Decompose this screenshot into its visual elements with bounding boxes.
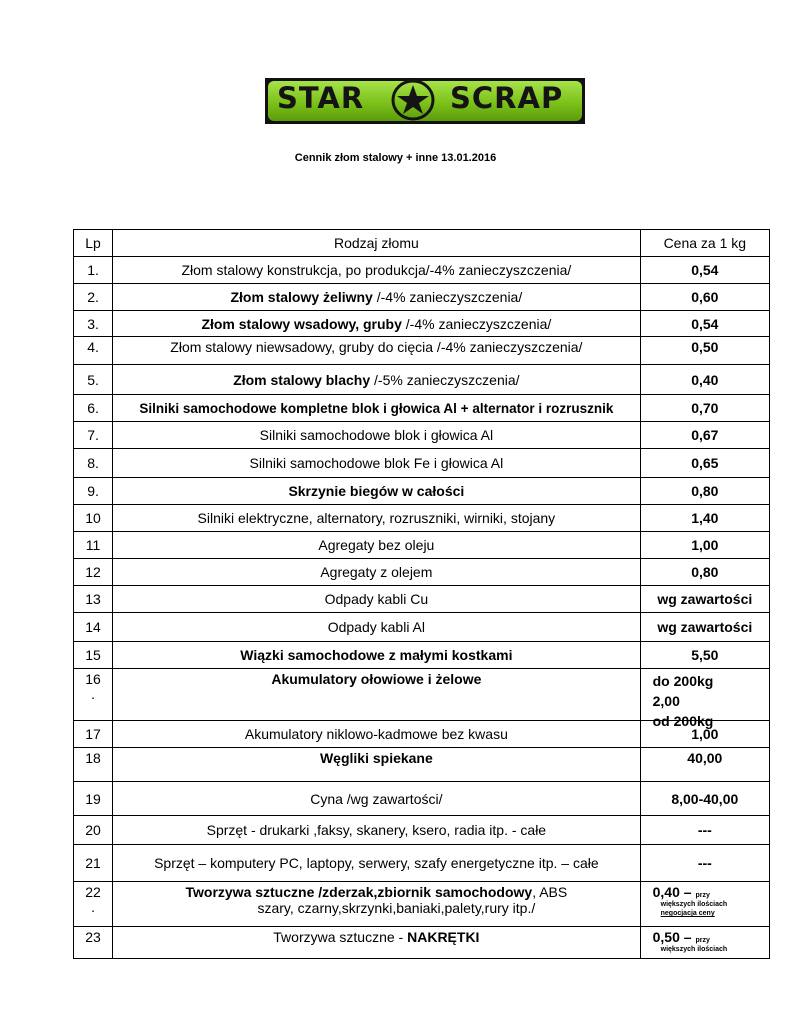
cell-desc	[113, 284, 641, 311]
cell-lp: 8.	[74, 449, 113, 478]
table-row	[74, 478, 770, 505]
desc-line-1	[115, 884, 638, 900]
star-scrap-logo	[265, 78, 585, 124]
desc-text: /-5% zanieczyszczenia/	[370, 371, 520, 388]
price-small: przy	[695, 937, 710, 944]
lp-dot: .	[91, 686, 95, 702]
cell-lp: 11	[74, 532, 113, 559]
cell-desc	[113, 927, 641, 959]
table-row	[74, 669, 770, 721]
cell-desc	[113, 748, 641, 782]
cell-price: 40,00	[640, 748, 769, 782]
cell-lp: 5.	[74, 365, 113, 395]
cell-desc	[113, 669, 641, 721]
desc-text: , ABS	[532, 884, 568, 900]
logo-word-right: SCRAP	[450, 81, 564, 115]
desc-text: Akumulatory niklowo-kadmowe bez kwasu	[244, 726, 508, 742]
desc-text: Cyna /wg zawartości/	[310, 790, 443, 807]
cell-desc	[113, 559, 641, 586]
table-row	[74, 422, 770, 449]
desc-text: Agregaty z olejem	[320, 564, 433, 580]
cell-price: 1,00	[640, 532, 769, 559]
cell-desc	[113, 845, 641, 882]
table-row	[74, 337, 770, 365]
table-row	[74, 613, 770, 642]
desc-text: Tworzywa sztuczne -	[273, 929, 408, 945]
cell-desc	[113, 311, 641, 337]
price-small: przy	[695, 892, 710, 899]
document-title: Cennik złom stalowy + inne 13.01.2016	[294, 152, 497, 164]
price-line: do 200kg	[652, 673, 714, 689]
desc-bold: Akumulatory ołowiowe i żelowe	[271, 671, 482, 687]
desc-text: Silniki samochodowe blok Fe i głowica Al	[249, 455, 504, 471]
cell-desc	[113, 395, 641, 422]
cell-desc	[113, 586, 641, 613]
table-row	[74, 449, 770, 478]
cell-price: 0,50	[640, 337, 769, 365]
cell-desc	[113, 449, 641, 478]
desc-bold: Skrzynie biegów w całości	[288, 483, 465, 499]
cell-price: 0,80	[640, 559, 769, 586]
cell-desc	[113, 782, 641, 816]
cell-lp: 23	[74, 927, 113, 959]
cell-lp: 15	[74, 642, 113, 669]
table-row	[74, 642, 770, 669]
cell-lp: 2.	[74, 284, 113, 311]
price-note: negocjacja ceny	[660, 910, 715, 917]
price-big: 0,50 –	[652, 929, 692, 945]
table-row	[74, 257, 770, 284]
desc-bold: Złom stalowy wsadowy, gruby	[201, 315, 402, 332]
desc-text: /-4% zanieczyszczenia/	[372, 289, 523, 305]
price-big: 0,40 –	[652, 884, 692, 900]
cell-lp: 19	[74, 782, 113, 816]
cell-price: 0,67	[640, 422, 769, 449]
cell-lp: 13	[74, 586, 113, 613]
desc-bold: Tworzywa sztuczne /zderzak,zbiornik samochodowy	[185, 884, 533, 900]
price-line: od 200kg	[652, 713, 714, 729]
desc-text: Złom stalowy konstrukcja, po produkcja/-4% zanieczyszczenia/	[181, 262, 572, 278]
cell-price: 0,65	[640, 449, 769, 478]
cell-price: 1,00	[640, 721, 769, 748]
lp-number: 22	[85, 884, 101, 900]
cell-price	[640, 927, 769, 959]
desc-text: Odpady kabli Al	[327, 619, 426, 635]
lp-number: 16	[85, 671, 101, 687]
table-row	[74, 586, 770, 613]
desc-text: Agregaty bez oleju	[318, 537, 435, 553]
table-row	[74, 816, 770, 845]
cell-price: 0,40	[640, 365, 769, 395]
desc-text: Odpady kabli Cu	[324, 591, 429, 607]
price-note: większych ilościach	[660, 901, 728, 908]
cell-price: ---	[640, 845, 769, 882]
price-main-line	[653, 929, 765, 945]
price-table	[73, 229, 770, 959]
cell-desc	[113, 882, 641, 927]
table-row	[74, 311, 770, 337]
table-row	[74, 559, 770, 586]
cell-desc	[113, 642, 641, 669]
desc-bold: Węgliki spiekane	[319, 750, 433, 766]
table-row	[74, 395, 770, 422]
desc-text: Sprzęt – komputery PC, laptopy, serwery, szafy energetyczne itp. – całe	[154, 855, 599, 871]
desc-bold: Złom stalowy blachy	[233, 371, 371, 388]
desc-bold: Silniki samochodowe kompletne blok i głowica Al + alternator i rozrusznik	[139, 400, 614, 416]
cell-price: 0,80	[640, 478, 769, 505]
desc-text: /-4% zanieczyszczenia/	[401, 315, 552, 332]
table-row	[74, 782, 770, 816]
desc-bold: Złom stalowy żeliwny	[230, 289, 373, 305]
cell-desc	[113, 505, 641, 532]
logo-word-left: STAR	[277, 81, 365, 115]
cell-desc	[113, 532, 641, 559]
cell-price	[640, 882, 769, 927]
desc-bold: NAKRĘTKI	[407, 929, 480, 945]
table-row	[74, 284, 770, 311]
cell-price: 0,54	[640, 257, 769, 284]
cell-lp: 6.	[74, 395, 113, 422]
table-row	[74, 882, 770, 927]
cell-desc	[113, 422, 641, 449]
cell-lp: 21	[74, 845, 113, 882]
cell-lp: 10	[74, 505, 113, 532]
desc-bold: Wiązki samochodowe z małymi kostkami	[240, 647, 513, 663]
cell-lp: 4.	[74, 337, 113, 365]
cell-desc	[113, 721, 641, 748]
cell-price: 0,70	[640, 395, 769, 422]
cell-lp: 9.	[74, 478, 113, 505]
header-desc: Rodzaj złomu	[113, 230, 641, 257]
cell-lp: 18	[74, 748, 113, 782]
table-row	[74, 365, 770, 395]
cell-price: wg zawartości	[640, 586, 769, 613]
cell-lp: 17	[74, 721, 113, 748]
header-price: Cena za 1 kg	[640, 230, 769, 257]
cell-desc	[113, 337, 641, 365]
price-main-line	[653, 884, 765, 900]
table-row	[74, 532, 770, 559]
cell-price: 5,50	[640, 642, 769, 669]
cell-price: 0,60	[640, 284, 769, 311]
cell-lp: 7.	[74, 422, 113, 449]
cell-desc	[113, 816, 641, 845]
cell-price: ---	[640, 816, 769, 845]
cell-price: 1,40	[640, 505, 769, 532]
cell-lp: 12	[74, 559, 113, 586]
cell-lp: 1.	[74, 257, 113, 284]
cell-price	[640, 669, 769, 729]
desc-text: Złom stalowy niewsadowy, gruby do cięcia /-4% zanieczyszczenia/	[170, 339, 583, 355]
price-line: 2,00	[652, 693, 680, 709]
table-row	[74, 845, 770, 882]
lp-dot: .	[91, 899, 95, 915]
table-row	[74, 927, 770, 959]
desc-text: Sprzęt - drukarki ,faksy, skanery, ksero, radia itp. - całe	[206, 822, 547, 838]
cell-price: 0,54	[640, 311, 769, 337]
header-lp: Lp	[74, 230, 113, 257]
table-header-row	[74, 230, 770, 257]
cell-lp	[74, 882, 113, 927]
table-row	[74, 505, 770, 532]
star-icon	[387, 77, 439, 123]
cell-lp	[74, 669, 113, 721]
table-row	[74, 748, 770, 782]
cell-desc	[113, 478, 641, 505]
desc-line-2: szary, czarny,skrzynki,baniaki,palety,rury itp./	[257, 900, 536, 916]
price-note: większych ilościach	[660, 946, 728, 953]
cell-price: wg zawartości	[640, 613, 769, 642]
price-lines	[652, 671, 765, 729]
desc-text: Silniki elektryczne, alternatory, rozruszniki, wirniki, stojany	[197, 510, 556, 526]
cell-lp: 20	[74, 816, 113, 845]
cell-price: 8,00-40,00	[640, 782, 769, 816]
cell-desc	[113, 365, 641, 395]
cell-lp: 3.	[74, 311, 113, 337]
cell-lp: 14	[74, 613, 113, 642]
cell-desc	[113, 613, 641, 642]
desc-text: Silniki samochodowe blok i głowica Al	[259, 427, 494, 443]
cell-desc	[113, 257, 641, 284]
